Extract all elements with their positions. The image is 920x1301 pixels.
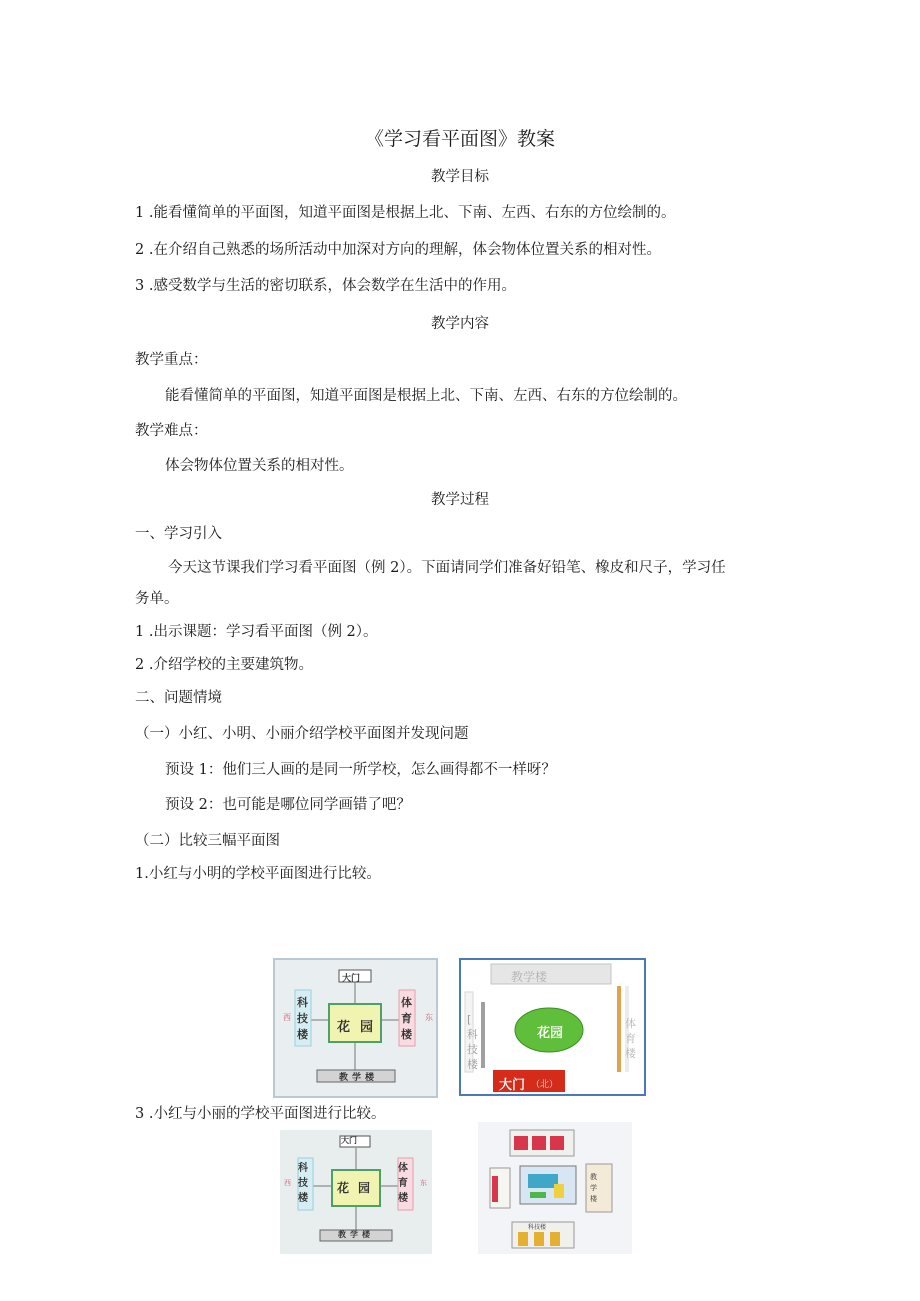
xiaoming-right-label: 体育楼 xyxy=(625,1017,636,1060)
xiaoming-garden-label: 花园 xyxy=(537,1026,564,1041)
section-1-item-2: 2 .介绍学校的主要建筑物。 xyxy=(135,657,313,673)
heading-content: 教学内容 xyxy=(431,316,489,332)
difficulty-text: 体会物体位置关系的相对性。 xyxy=(165,458,354,474)
xiaohong2-teach-label: 教学楼 xyxy=(338,1230,374,1239)
xiaohong2-west-label: 西 xyxy=(284,1179,291,1187)
xiaohong2-tiyu-label: 体育楼 xyxy=(398,1163,408,1204)
section-2-sub-a: （一）小红、小明、小丽介绍学校平面图并发现问题 xyxy=(135,726,469,742)
heading-process: 教学过程 xyxy=(431,492,489,508)
section-1-para-line2: 务单。 xyxy=(135,591,179,607)
heading-goals: 教学目标 xyxy=(431,169,489,185)
xiaoli-keji-label: 科技楼 xyxy=(528,1224,547,1231)
goal-2: 2 .在介绍自己熟悉的场所活动中加深对方向的理解，体会物体位置关系的相对性。 xyxy=(135,242,661,258)
xiaoming-teach-label: 教学楼 xyxy=(511,970,548,984)
xiaoli-plan-image xyxy=(478,1122,632,1254)
xiaoming-gate-label: 大门 xyxy=(499,1078,526,1093)
page-title: 《学习看平面图》教案 xyxy=(364,128,555,150)
section-1-para-line1: 今天这节课我们学习看平面图（例 2）。下面请同学们准备好铅笔、橡皮和尺子，学习任 xyxy=(168,560,726,576)
difficulty-label: 教学难点： xyxy=(135,423,208,439)
section-2: 二、问题情境 xyxy=(135,690,222,706)
xiaoming-plan-image xyxy=(459,958,646,1096)
xiaohong2-east-label: 东 xyxy=(420,1179,427,1187)
key-label: 教学重点： xyxy=(135,352,208,368)
section-1: 一、学习引入 xyxy=(135,526,222,542)
xiaohong-teach-label: 教学楼 xyxy=(339,1073,379,1083)
xiaohong-plan-image xyxy=(273,958,438,1098)
assumption-1: 预设 1：他们三人画的是同一所学校，怎么画得都不一样呀？ xyxy=(165,762,556,778)
goal-1: 1 .能看懂简单的平面图，知道平面图是根据上北、下南、左西、右东的方位绘制的。 xyxy=(135,205,676,221)
xiaohong2-gate-label: 大门 xyxy=(341,1136,357,1145)
xiaohong-tiyu-label: 体育楼 xyxy=(401,996,412,1041)
xiaohong-keji-label: 科技楼 xyxy=(297,996,308,1041)
xiaohong2-garden-label: 花园 xyxy=(337,1181,380,1195)
section-2-sub-b: （二）比较三幅平面图 xyxy=(135,833,280,849)
xiaohong-plan-image-2 xyxy=(280,1130,432,1254)
section-1-item-1: 1 .出示课题：学习看平面图（例 2）。 xyxy=(135,624,378,640)
key-text: 能看懂简单的平面图，知道平面图是根据上北、下南、左西、右东的方位绘制的。 xyxy=(165,388,687,404)
compare-item-1: 1.小红与小明的学校平面图进行比较。 xyxy=(135,866,381,882)
xiaohong-west-label: 西 xyxy=(283,1013,291,1022)
xiaoming-gate-dir-label: （北） xyxy=(531,1080,559,1090)
goal-3: 3 .感受数学与生活的密切联系，体会数学在生活中的作用。 xyxy=(135,278,516,294)
xiaohong-garden-label: 花园 xyxy=(337,1020,384,1035)
xiaoming-left-label: [ 科技楼 xyxy=(467,1013,478,1071)
xiaoli-teach-label: 教学楼 xyxy=(590,1173,597,1203)
assumption-2: 预设 2：也可能是哪位同学画错了吧？ xyxy=(165,797,411,813)
xiaohong2-keji-label: 科技楼 xyxy=(298,1163,308,1204)
xiaohong-gate-label: 大门 xyxy=(342,974,361,984)
compare-item-3: 3 .小红与小丽的学校平面图进行比较。 xyxy=(135,1106,386,1122)
xiaohong-east-label: 东 xyxy=(425,1013,433,1022)
